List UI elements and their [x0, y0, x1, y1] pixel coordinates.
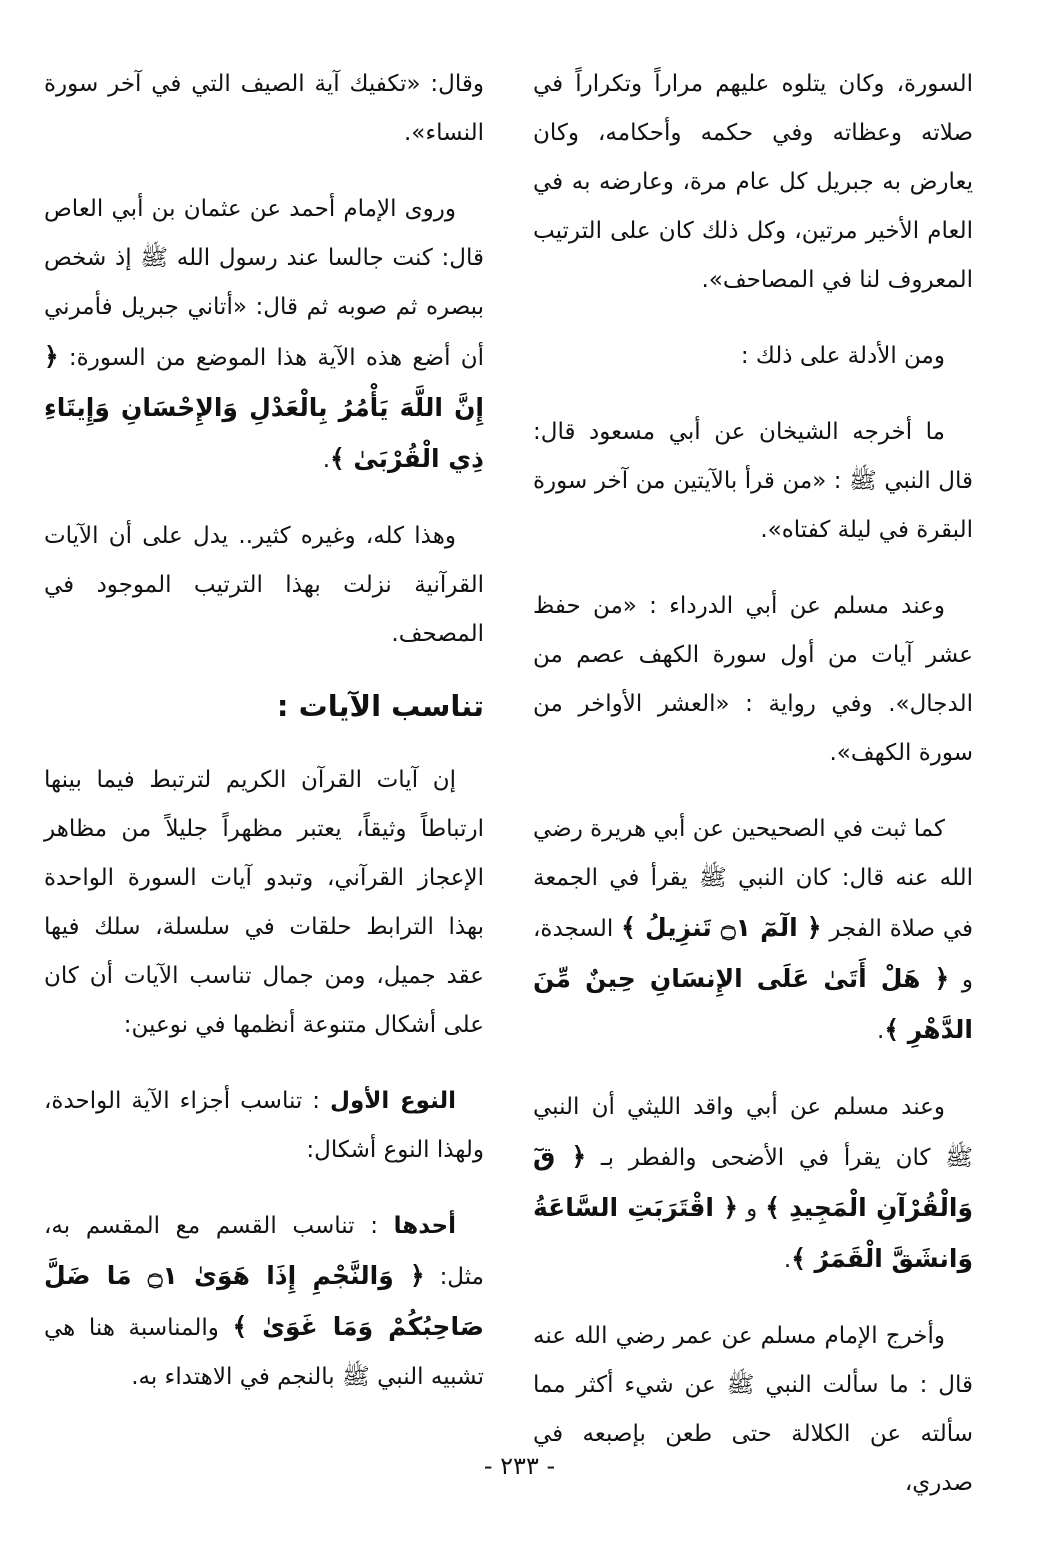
paragraph: ومن الأدلة على ذلك : [740, 343, 945, 369]
left-column [44, 60, 484, 1429]
paragraph: وهذا كله، وغيره كثير.. يدل على أن الآيات القرآنية نزلت بهذا الترتيب الموجود في المصحف. [44, 523, 484, 647]
paragraph-text: : تناسب أجزاء الآية الواحدة، ولهذا النوع أشكال: [44, 1088, 484, 1163]
paragraph [533, 805, 973, 1056]
paragraph-text: . [877, 1018, 885, 1044]
paragraph-text: وعند مسلم عن أبي واقد الليثي أن النبي ﷺ كان يقرأ في الأضحى والفطر بـ [533, 1094, 974, 1171]
paragraph: وأخرج الإمام مسلم عن عمر رضي الله عنه قال : ما سألت النبي ﷺ عن شيء أكثر مما سألته عن الكلالة حتى طعن بإصبعه في صدري، [533, 1323, 973, 1496]
paragraph: وعند مسلم عن أبي الدرداء : «من حفظ عشر آيات من أول سورة الكهف عصم من الدجال». وفي رواية : «العشر الأواخر من سورة الكهف». [533, 593, 973, 766]
paragraph-text: وروى الإمام أحمد عن عثمان بن أبي العاص قال: كنت جالسا عند رسول الله ﷺ إذ شخص ببصره ثم صوبه ثم قال: «أتاني جبريل فأمرني أن أضع هذه الآية هذا الموضع من السورة: [44, 196, 484, 371]
section-heading: تناسب الآيات : [276, 689, 484, 723]
quran-verse: ﴿ اقْتَرَبَتِ السَّاعَةُ وَانشَقَّ الْقَمَرُ ﴾ [533, 1193, 973, 1273]
paragraph [44, 1077, 484, 1175]
paragraph-text: . [783, 1247, 792, 1273]
quran-verse: ﴿ الٓمٓ ۝١ تَنزِيلُ ﴾ [621, 913, 822, 942]
paragraph-text: . [322, 447, 331, 473]
quran-verse: ﴿ قٓ وَالْقُرْآنِ الْمَجِيدِ ﴾ [533, 1142, 974, 1222]
quran-verse: ﴿ إِنَّ اللَّهَ يَأْمُرُ بِالْعَدْلِ وَالإِحْسَانِ وَإِيتَاءِ ذِي الْقُرْبَىٰ ﴾ [44, 342, 484, 473]
paragraph [44, 1202, 484, 1402]
paragraph-text: : تناسب القسم مع المقسم به، مثل: [44, 1213, 484, 1290]
paragraph-text: والمناسبة هنا هي تشبيه النبي ﷺ بالنجم في الاهتداء به. [44, 1315, 484, 1390]
paragraph-text: و [746, 1196, 758, 1222]
paragraph-label: النوع الأول [330, 1088, 457, 1114]
paragraph: ما أخرجه الشيخان عن أبي مسعود قال: قال النبي ﷺ : «من قرأ بالآيتين من آخر سورة البقرة في ليلة كفتاه». [533, 419, 973, 543]
paragraph: إن آيات القرآن الكريم لترتبط فيما بينها ارتباطاً وثيقاً، يعتبر مظهراً جليلاً من مظاهر الإعجاز القرآني، وتبدو آيات السورة الواحدة بهذا الترابط حلقات في سلسلة، سلك فيها عقد جميل، ومن جمال تناسب الآيات أن كان على أشكال متنوعة أنظمها في نوعين: [44, 767, 484, 1038]
paragraph [44, 185, 484, 485]
paragraph: وقال: «تكفيك آية الصيف التي في آخر سورة النساء». [44, 71, 484, 146]
paragraph: السورة، وكان يتلوه عليهم مراراً وتكراراً في صلاته وعظاته وفي حكمه وأحكامه، وكان يعارض به جبريل كل عام مرة، وعارضه به في العام الأخير مرتين، وكل ذلك كان على الترتيب المعروف لنا في المصاحف». [533, 71, 973, 293]
paragraph-text: السجدة، و [533, 916, 974, 993]
paragraph-label: أحدها [393, 1213, 456, 1239]
right-column [533, 60, 973, 1535]
quran-verse: ﴿ هَلْ أَتَىٰ عَلَى الإِنسَانِ حِينٌ مِّنَ الدَّهْرِ ﴾ [533, 964, 973, 1044]
paragraph-text: كما ثبت في الصحيحين عن أبي هريرة رضي الله عنه قال: كان النبي ﷺ يقرأ في الجمعة في صلاة الفجر [533, 816, 974, 942]
page-number: - ٢٣٣ - [483, 1452, 556, 1480]
quran-verse: ﴿ وَالنَّجْمِ إِذَا هَوَىٰ ۝١ مَا ضَلَّ صَاحِبُكُمْ وَمَا غَوَىٰ ﴾ [44, 1261, 484, 1341]
paragraph [533, 1083, 973, 1285]
